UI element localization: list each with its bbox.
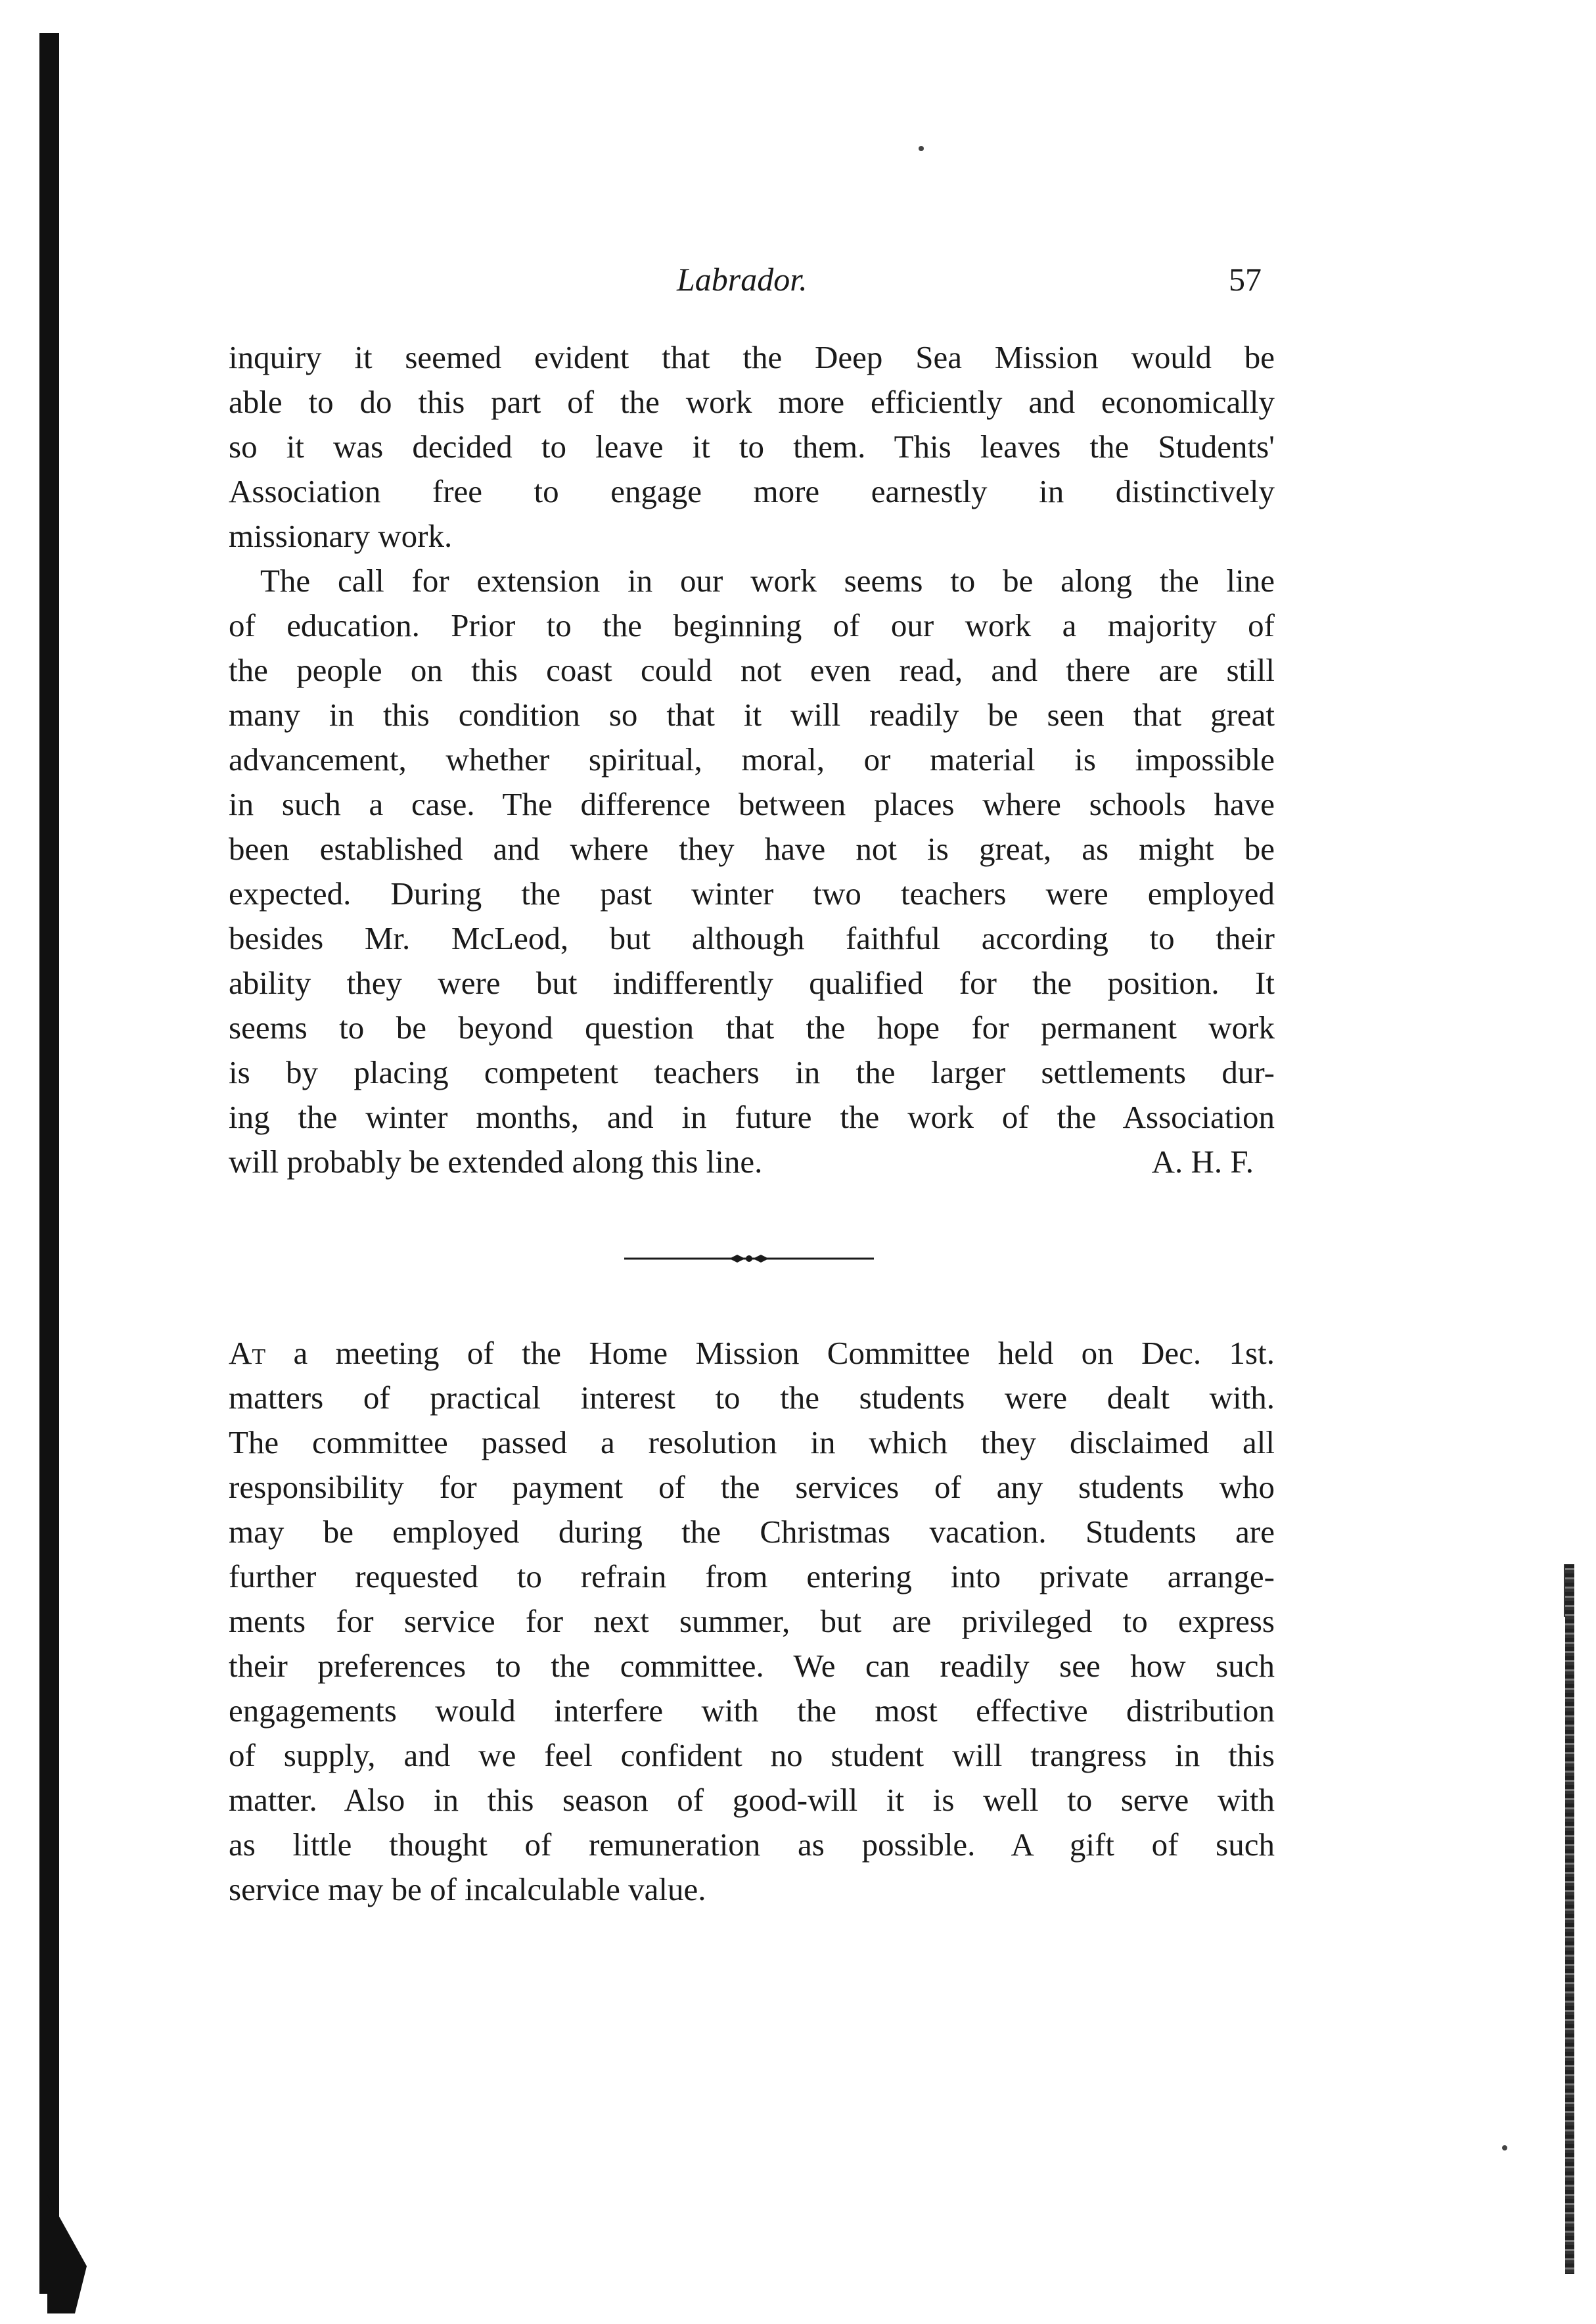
text-line-final: service may be of incalculable value.	[229, 1871, 706, 1907]
text-line: may be employed during the Christmas vacation. Students are	[229, 1514, 1275, 1550]
text-line: The committee passed a resolution in which they disclaimed all	[229, 1424, 1275, 1460]
text-line: been established and where they have not is great, as might be	[229, 831, 1275, 867]
scan-speck	[919, 146, 924, 151]
text-line: many in this condition so that it will readily be seen that great	[229, 697, 1275, 733]
page-number: 57	[1229, 261, 1262, 298]
text-line-opening	[229, 1331, 1275, 1376]
binding-edge-notch	[47, 2195, 87, 2313]
running-head	[230, 256, 1262, 302]
text-line: so it was decided to leave it to them. This leaves the Students'	[229, 429, 1275, 465]
author-signature: A. H. F.	[1151, 1144, 1254, 1180]
text-line: ing the winter months, and in future the work of the Association	[229, 1099, 1275, 1135]
text-line: the people on this coast could not even read, and there are still	[229, 652, 1275, 688]
running-title: Labrador.	[677, 261, 808, 298]
text-line: further requested to refrain from entering into private arrange-	[229, 1558, 1275, 1594]
text-line: matters of practical interest to the students were dealt with.	[229, 1380, 1275, 1416]
home-mission-notice-text	[229, 1331, 1275, 1912]
text-line: of supply, and we feel confident no student will trangress in this	[229, 1737, 1275, 1773]
text-line: engagements would interfere with the most effective distribution	[229, 1692, 1275, 1729]
text-line: ments for service for next summer, but are privileged to express	[229, 1603, 1275, 1639]
binding-edge-shadow	[39, 33, 59, 2294]
text-line: Association free to engage more earnestly in distinctively	[229, 473, 1275, 509]
text-line: able to do this part of the work more efficiently and economically	[229, 384, 1275, 420]
text-line: inquiry it seemed evident that the Deep Sea Mission would be	[229, 339, 1275, 375]
divider-diamond-left	[729, 1255, 745, 1263]
text-line: The call for extension in our work seems to be along the line	[260, 563, 1275, 599]
text-line: their preferences to the committee. We can readily see how such	[229, 1648, 1275, 1684]
text-line: advancement, whether spiritual, moral, or material is impossible	[229, 741, 1275, 778]
opening-word: At	[229, 1335, 266, 1371]
text-line: seems to be beyond question that the hope for permanent work	[229, 1010, 1275, 1046]
labrador-report-text	[229, 335, 1275, 1184]
text-line: matter. Also in this season of good-will it is well to serve with	[229, 1782, 1275, 1818]
text-line: ability they were but indifferently qualified for the position. It	[229, 965, 1275, 1001]
text-line-final: will probably be extended along this line.	[229, 1144, 763, 1180]
text-line: besides Mr. McLeod, but although faithful according to their	[229, 920, 1275, 956]
divider-dot	[746, 1255, 752, 1262]
text-line: in such a case. The difference between places where schools have	[229, 786, 1275, 822]
text-line: missionary work.	[229, 518, 453, 554]
right-edge-scan-noise	[1565, 1564, 1574, 2274]
divider-diamond-right	[753, 1255, 769, 1263]
text-line: responsibility for payment of the services of any students who	[229, 1469, 1275, 1505]
text-line: as little thought of remuneration as possible. A gift of such	[229, 1826, 1275, 1863]
text-line: expected. During the past winter two teachers were employed	[229, 875, 1275, 912]
opening-line-rest: a meeting of the Home Mission Committee held on Dec. 1st.	[265, 1335, 1275, 1371]
text-line: is by placing competent teachers in the larger settlements dur-	[229, 1054, 1275, 1090]
text-line: of education. Prior to the beginning of our work a majority of	[229, 607, 1275, 643]
section-divider-ornament	[624, 1252, 874, 1265]
text-line-with-signature	[229, 1140, 1275, 1184]
scan-speck	[1502, 2145, 1507, 2150]
